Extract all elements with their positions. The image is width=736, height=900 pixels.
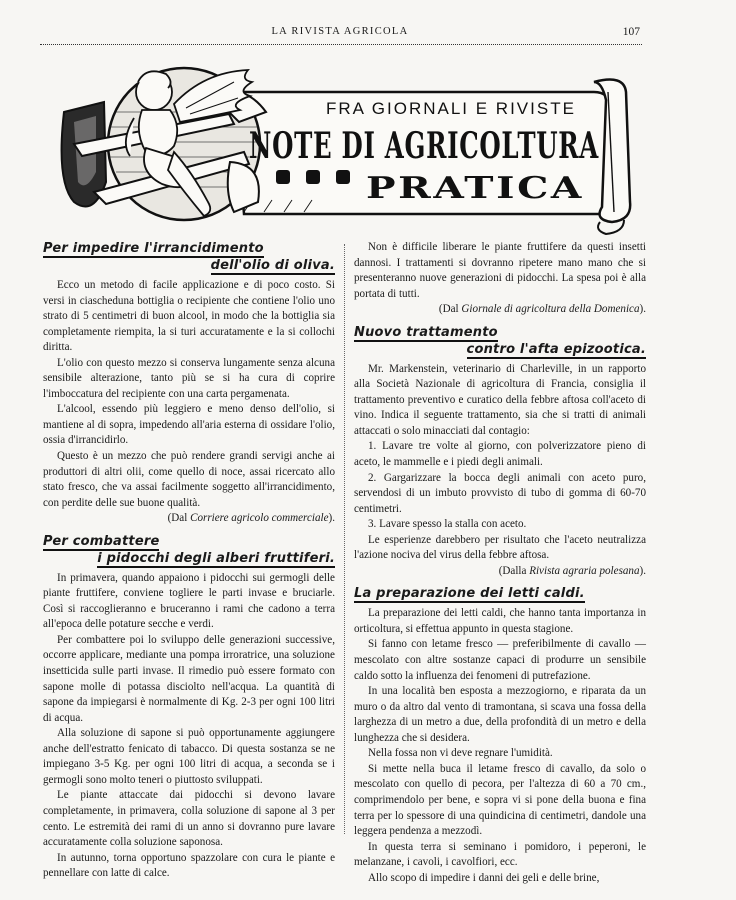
paragraph: Allo scopo di impedire i danni dei geli e delle brine,	[368, 871, 600, 884]
running-head	[40, 26, 640, 40]
article-title: contro l'afta epizootica.	[466, 341, 646, 357]
list-item: 1. Lavare tre volte al giorno, con polverizzatore pieno di aceto, le mammelle e i piedi degli animali.	[354, 440, 646, 469]
paragraph: Questo è un mezzo che può rendere grandi servigi anche ai produttori di altri olii, come quello di noce, assai ricercato allo stato fresco, che va assai facilmente soggetto all'irrancidimento, con perdite delle sue buone qualità.	[43, 450, 335, 509]
paragraph: L'olio con questo mezzo si conserva lungamente senza alcuna sensibile alterazione, tanto più se si ha cura di coprire l'imboccatura del recipiente con una carta pergamenata.	[43, 356, 335, 400]
left-column	[43, 240, 335, 882]
column-divider	[344, 244, 345, 834]
right-column	[354, 240, 646, 886]
journal-title: LA RIVISTA AGRICOLA	[271, 26, 409, 37]
source-citation: (Dalla Rivista agraria polesana).	[498, 564, 646, 577]
paragraph: Mr. Markenstein, veterinario di Charleville, in un rapporto alla Società Nazionale di agricoltura di Francia, consiglia il trattamento preventivo e curatico della febbre aftosa coll'aceto di vino. Indica il seguente trattamento, sia che si tratti di animali attaccati o solo minacciati dal contagio:	[354, 362, 646, 437]
paragraph: In questa terra si seminano i pomidoro, i peperoni, le melanzane, i cavoli, i cavolfiori, ecc.	[354, 840, 646, 869]
paragraph: Nella fossa non vi deve regnare l'umidità.	[368, 747, 553, 760]
paragraph: In autunno, torna opportuno spazzolare con cura le piante e pennellare con latte di calce.	[43, 851, 335, 880]
article-title: Per impedire l'irrancidimento	[43, 241, 264, 256]
banner-line1: FRA GIORNALI E RIVISTE	[326, 99, 576, 118]
paragraph: Alla soluzione di sapone si può opportunamente aggiungere anche dell'estratto fenicato di tabacco. Di questa sostanza se ne impiegano 3-5 Kg. per ogni 100 litri di acqua, a seconda se i germogli sono molto teneri o piuttosto sviluppati.	[43, 727, 335, 786]
header-rule	[40, 44, 642, 45]
banner-illustration	[34, 52, 646, 237]
article-title: Per combattere	[43, 533, 160, 549]
article-title: i pidocchi degli alberi fruttiferi.	[97, 550, 335, 566]
paragraph: Ecco un metodo di facile applicazione e di poco costo. Si versi in ciascheduna bottiglia o recipiente che contiene l'olio uno strato di 5 centimetri di buon alcool, in modo che la bottiglia sia completamente riempita, la si turi accuratamente e la si collochi diritta.	[43, 279, 335, 354]
paragraph: Per combattere poi lo sviluppo delle generazioni successive, occorre applicare, mediante una pompa irroratrice, una soluzione insetticida sulle parti invase. Il rimedio può essere formato con sapone molle di potassa disciolto nell'acqua. La quantità di sapone da impiegarsi è normalmente di Kg. 2-3 per ogni 100 litri di acqua.	[43, 633, 335, 724]
article-title: Nuovo trattamento	[354, 324, 498, 340]
paragraph: Le piante attaccate dai pidocchi si devono lavare completamente, in primavera, colla soluzione di sapone al 3 per cento. Le estremità dei rami di un anno si dovranno pure lavare accuratamente colla soluzione saponosa.	[43, 789, 335, 849]
paragraph: Le esperienze darebbero per risultato che l'aceto neutralizza l'azione nociva del virus della febbre aftosa.	[354, 533, 646, 562]
paragraph: Non è difficile liberare le piante fruttifere da questi insetti dannosi. I trattamenti si dovranno ripetere mano mano che si presenteranno nuove generazioni di pidocchi. La spesa poi è alla portata di tutti.	[354, 241, 646, 300]
list-item: 2. Gargarizzare la bocca degli animali con aceto puro, servendosi di un imbuto provvisto di tubo di gomma di 60-70 centimetri.	[354, 471, 646, 515]
paragraph: La preparazione dei letti caldi, che hanno tanta importanza in orticoltura, si effettua appunto in questa stagione.	[354, 607, 646, 635]
section-banner	[34, 52, 646, 237]
article-title: La preparazione dei letti caldi.	[354, 586, 585, 602]
paragraph: Si fanno con letame fresco — preferibilmente di cavallo — mescolato con altre sostanze capaci di produrre un sensibile caldo sotto la influenza dei fenomeni di putrefazione.	[354, 638, 646, 682]
paragraph: L'alcool, essendo più leggiero e meno denso dell'olio, si mantiene al di sopra, impedendo all'aria esterna di ossidare l'olio, ossia d'irrancidirlo.	[43, 403, 335, 447]
paragraph: In primavera, quando appaiono i pidocchi sui germogli delle piante fruttifere, conviene togliere le parti invase e bruciarle. Così si raccoglieranno e bruceranno i rami che cadono a terra all'epoca delle potature secche e verdi.	[43, 571, 335, 631]
banner-line2: NOTE DI AGRICOLTURA	[249, 125, 600, 167]
banner-line3: PRATICA	[366, 171, 584, 206]
paragraph: Si mette nella buca il letame fresco di cavallo, da solo o mescolato con quello di pecora, per l'altezza di 60 a 70 cm., comprimendolo per bene, e sopra vi si pone della buona e fina terra per lo spessore di una quindicina di centimetri, dandole una leggera pendenza a mezzodì.	[354, 762, 646, 838]
source-citation: (Dal Corriere agricolo commerciale).	[167, 512, 335, 525]
article-title: dell'olio di oliva.	[210, 258, 335, 273]
source-citation: (Dal Giornale di agricoltura della Domenica).	[438, 303, 646, 316]
page-number: 107	[622, 26, 640, 38]
paragraph: In una località ben esposta a mezzogiorno, e riparata da un muro o da altro dal vento di tramontana, si scava una fossa della larghezza di un metro a due, della profondità di un metro e della lunghezza che si desidera.	[354, 685, 646, 744]
list-item: 3. Lavare spesso la stalla con aceto.	[368, 518, 527, 531]
